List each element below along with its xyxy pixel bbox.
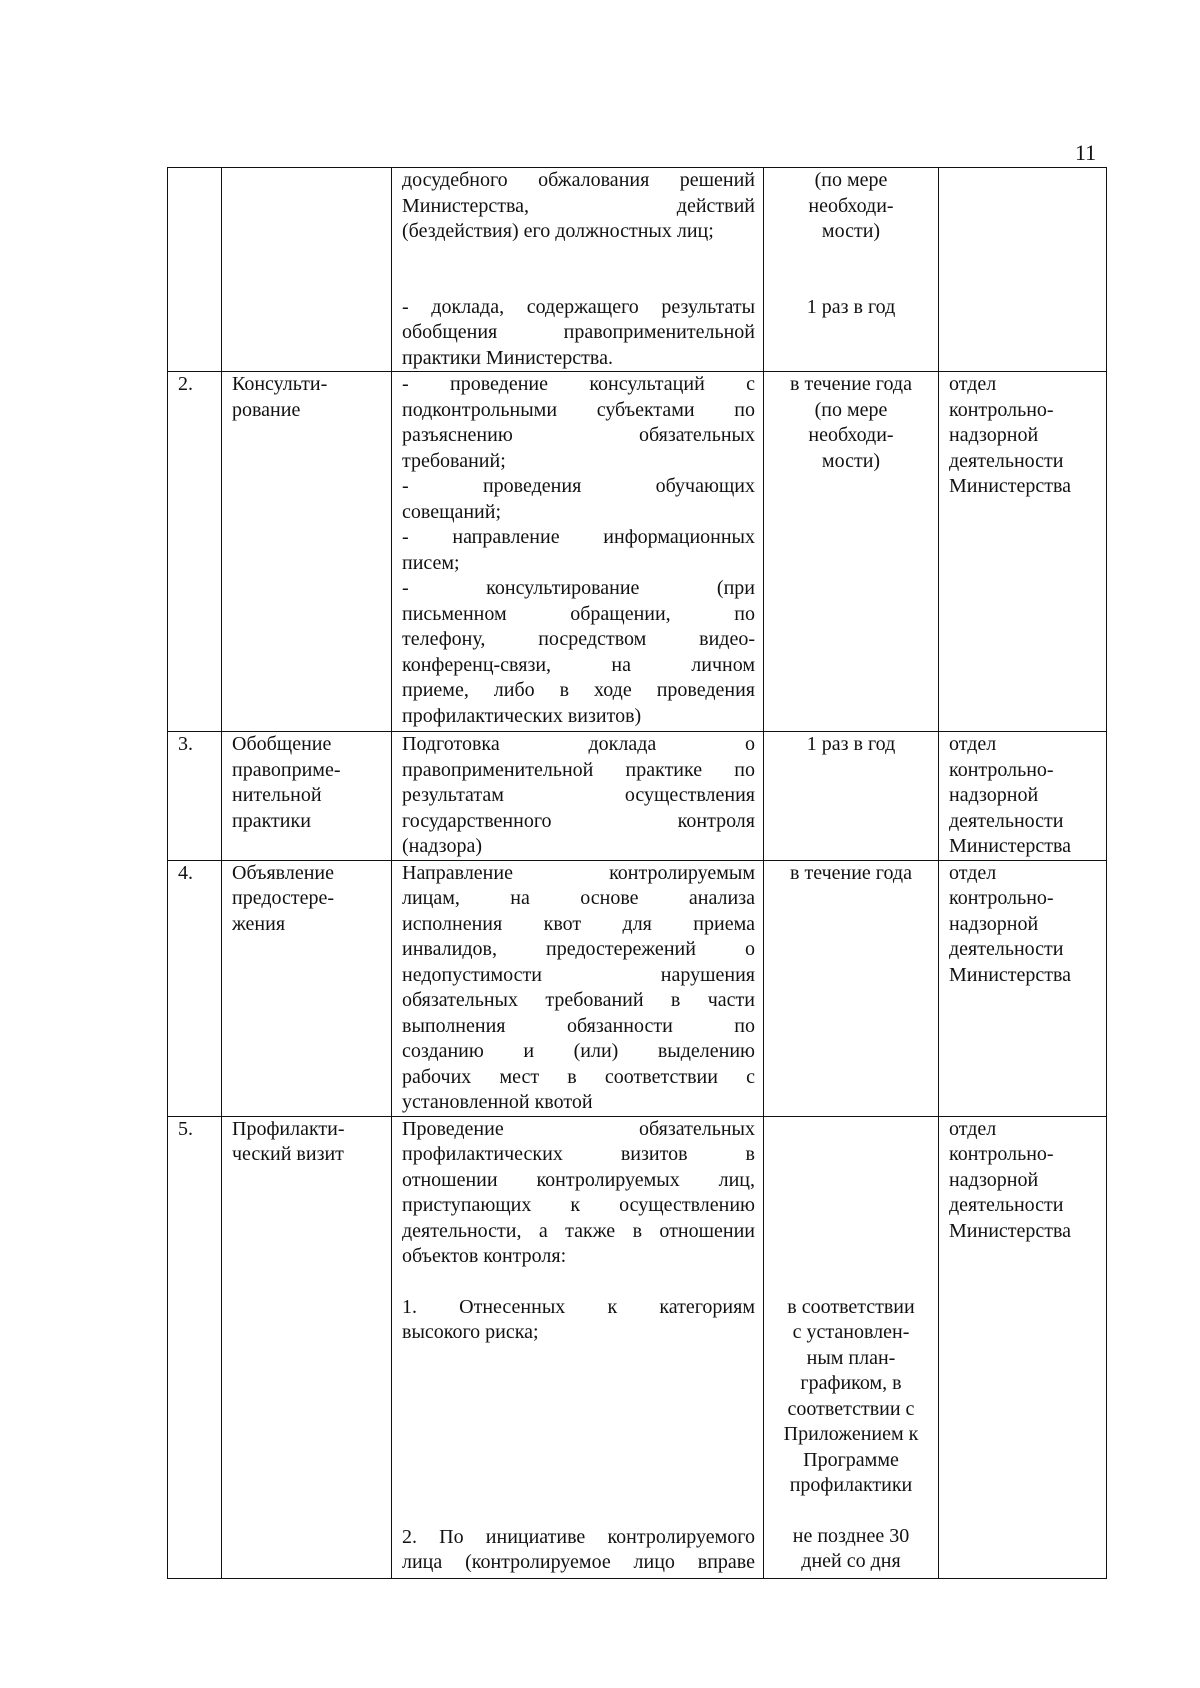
row-number-cell: [168, 732, 222, 861]
measure-name-cell: [222, 372, 392, 732]
term-cell: [764, 732, 939, 861]
activity-line: инвалидов, предостережений о: [402, 938, 755, 960]
responsible-cell: [939, 860, 1107, 1116]
responsible-line: отдел: [949, 733, 997, 755]
term-line: профилактики: [789, 1474, 913, 1496]
activity-line: рабочих мест в соответствии с: [402, 1065, 755, 1088]
term-line: необходи-: [808, 424, 894, 446]
activity-line: практики Министерства.: [402, 346, 613, 369]
activity-line: - доклада, содержащего результаты: [402, 295, 755, 318]
responsible-line: отдел: [949, 861, 997, 884]
activity-cell: [392, 860, 764, 1116]
activity-line: приступающих к осуществлению: [402, 1194, 755, 1216]
table-row: [168, 168, 1107, 372]
measure-name-line: нительной: [232, 784, 322, 806]
term-line: в соответствии: [787, 1295, 915, 1318]
table-row: [168, 1116, 1107, 1578]
measure-name-line: Обобщение: [232, 733, 332, 755]
activity-cell: [392, 168, 764, 372]
prevention-measures-table: [167, 167, 1107, 1579]
activity-line: подконтрольными субъектами по: [402, 398, 755, 421]
term-cell: [764, 372, 939, 732]
activity-line: (надзора): [402, 835, 482, 857]
measure-name-cell: [222, 732, 392, 861]
activity-line: писем;: [402, 551, 460, 574]
responsible-line: надзорной: [949, 1168, 1039, 1191]
term-line: (по мере: [814, 398, 888, 421]
activity-line: установленной квотой: [402, 1091, 593, 1113]
term-line: не позднее 30: [792, 1524, 910, 1547]
term-line: (по мере: [814, 169, 888, 191]
term-line: в течение года: [790, 373, 912, 395]
term-line: ным план-: [806, 1346, 896, 1369]
row-number: 4.: [178, 861, 193, 884]
activity-line: Министерства, действий: [402, 194, 755, 217]
row-number: 3.: [178, 733, 193, 755]
activity-line: объектов контроля:: [402, 1245, 567, 1267]
responsible-line: контрольно-: [949, 887, 1054, 909]
term-line: дней со дня: [801, 1550, 901, 1572]
activity-line: приеме, либо в ходе проведения: [402, 679, 755, 701]
measure-name-line: практики: [232, 809, 311, 832]
activity-line: конференц-связи, на личном: [402, 653, 755, 676]
table-row: [168, 732, 1107, 861]
responsible-cell: [939, 372, 1107, 732]
term-line: в течение года: [790, 861, 912, 884]
responsible-line: деятельности: [949, 1194, 1064, 1216]
measure-name-line: Профилакти-: [232, 1117, 345, 1140]
row-number-cell: [168, 372, 222, 732]
activity-line: правоприменительной практике по: [402, 758, 755, 781]
responsible-line: надзорной: [949, 424, 1039, 446]
activity-line: Направление контролируемым: [402, 861, 755, 884]
responsible-cell: [939, 168, 1107, 372]
activity-line: профилактических визитов в: [402, 1143, 755, 1165]
activity-line: выполнения обязанности по: [402, 1014, 755, 1037]
measure-name-line: Объявление: [232, 861, 334, 884]
activity-line: требований;: [402, 449, 506, 472]
measure-name-cell: [222, 168, 392, 372]
term-line: необходи-: [808, 194, 894, 217]
term-cell: [764, 860, 939, 1116]
responsible-line: надзорной: [949, 784, 1039, 806]
responsible-line: надзорной: [949, 912, 1039, 935]
activity-line: результатам осуществления: [402, 784, 755, 806]
responsible-cell: [939, 1116, 1107, 1578]
activity-line: профилактических визитов): [402, 704, 642, 727]
measure-name-line: правоприме-: [232, 758, 341, 781]
responsible-line: деятельности: [949, 809, 1064, 832]
row-number-cell: [168, 168, 222, 372]
activity-line: Подготовка доклада о: [402, 733, 755, 755]
activity-line: государственного контроля: [402, 809, 755, 832]
activity-line: обобщения правоприменительной: [402, 321, 755, 343]
activity-line: телефону, посредством видео-: [402, 628, 755, 650]
activity-line: отношении контролируемых лиц,: [402, 1168, 755, 1191]
activity-line: - направление информационных: [402, 526, 755, 548]
term-line: 1 раз в год: [806, 733, 896, 755]
activity-cell: [392, 1116, 764, 1578]
responsible-line: отдел: [949, 1117, 997, 1140]
activity-line: письменном обращении, по: [402, 602, 755, 625]
measure-name-line: Консульти-: [232, 373, 328, 395]
activity-line: деятельности, а также в отношении: [402, 1219, 755, 1242]
activity-line: - проведение консультаций с: [402, 373, 755, 395]
activity-line: лицам, на основе анализа: [402, 887, 755, 909]
term-line: Программе: [803, 1448, 899, 1471]
term-line: с установлен-: [792, 1321, 910, 1343]
activity-line: 2. По инициативе контролируемого: [402, 1525, 755, 1548]
activity-line: Проведение обязательных: [402, 1117, 755, 1140]
responsible-line: отдел: [949, 373, 997, 395]
responsible-line: контрольно-: [949, 758, 1054, 781]
activity-line: 1. Отнесенных к категориям: [402, 1295, 755, 1318]
responsible-line: контрольно-: [949, 398, 1054, 421]
responsible-cell: [939, 732, 1107, 861]
table-row: [168, 860, 1107, 1116]
term-line: 1 раз в год: [806, 295, 896, 318]
activity-cell: [392, 732, 764, 861]
measure-name-line: рование: [232, 398, 301, 421]
activity-line: (бездействия) его должностных лиц;: [402, 220, 714, 242]
term-line: соответствии с: [787, 1397, 915, 1420]
activity-line: обязательных требований в части: [402, 989, 755, 1011]
activity-line: лица (контролируемое лицо вправе: [402, 1551, 755, 1573]
measure-name-line: жения: [232, 912, 286, 935]
term-cell: [764, 1116, 939, 1578]
responsible-line: Министерства: [949, 835, 1072, 857]
table-row: [168, 372, 1107, 732]
term-line: мости): [821, 220, 881, 242]
responsible-line: деятельности: [949, 449, 1064, 472]
activity-line: - проведения обучающих: [402, 475, 755, 497]
activity-line: недопустимости нарушения: [402, 963, 755, 986]
row-number: 2.: [178, 373, 193, 395]
measure-name-line: ческий визит: [232, 1143, 344, 1165]
row-number-cell: [168, 1116, 222, 1578]
responsible-line: деятельности: [949, 938, 1064, 960]
activity-line: созданию и (или) выделению: [402, 1040, 755, 1062]
activity-line: разъяснению обязательных: [402, 424, 755, 446]
row-number-cell: [168, 860, 222, 1116]
responsible-line: Министерства: [949, 475, 1072, 497]
measure-name-cell: [222, 1116, 392, 1578]
activity-line: - консультирование (при: [402, 577, 755, 599]
responsible-line: контрольно-: [949, 1143, 1054, 1165]
activity-line: исполнения квот для приема: [402, 912, 755, 935]
responsible-line: Министерства: [949, 1219, 1072, 1242]
activity-line: совещаний;: [402, 500, 502, 523]
activity-line: досудебного обжалования решений: [402, 169, 755, 191]
activity-cell: [392, 372, 764, 732]
term-line: графиком, в: [800, 1372, 902, 1394]
term-line: Приложением к: [783, 1423, 919, 1445]
activity-line: высокого риска;: [402, 1321, 539, 1343]
row-number: 5.: [178, 1117, 193, 1140]
term-line: мости): [821, 449, 881, 472]
responsible-line: Министерства: [949, 963, 1072, 986]
measure-name-line: предостере-: [232, 887, 335, 909]
measure-name-cell: [222, 860, 392, 1116]
term-cell: [764, 168, 939, 372]
page-number: 11: [1075, 140, 1097, 165]
